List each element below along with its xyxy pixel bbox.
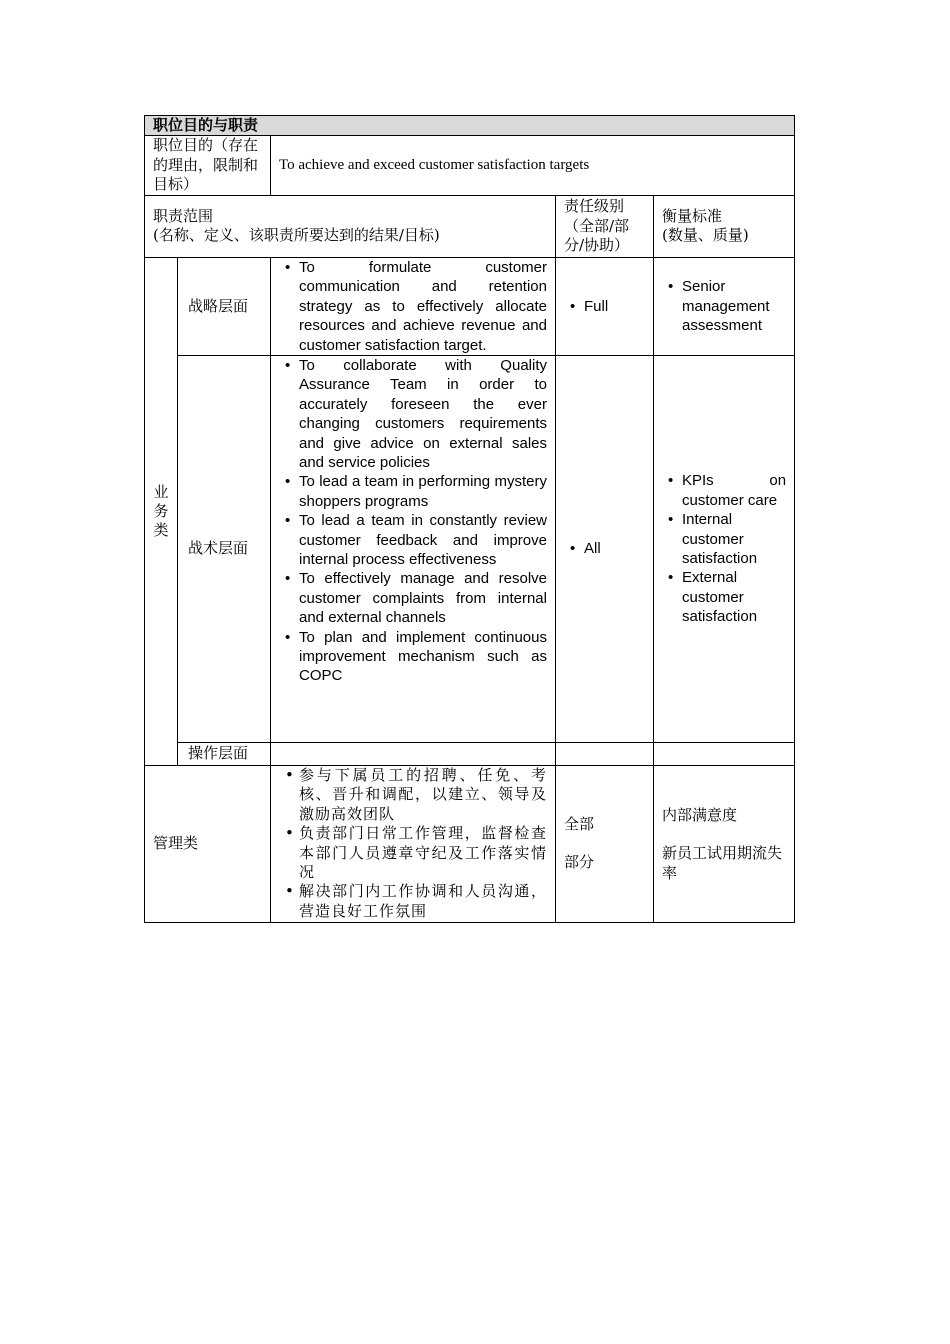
tactical-measures (654, 355, 795, 742)
level-item: • All (584, 539, 645, 558)
duty-item: • 解决部门内工作协调和人员沟通，营造良好工作氛围 (299, 882, 547, 921)
measure-subtitle: (数量、质量) (662, 226, 749, 245)
purpose-value: To achieve and exceed customer satisfaction targets (271, 136, 795, 196)
purpose-label: 职位目的（存在的理由，限制和目标） (145, 136, 271, 196)
measure-item: • Internal customer satisfaction (682, 510, 786, 568)
duty-item: • To formulate customer communication and retention strategy as to effectively allocate resources and achieve revenue and customer satisfaction target. (299, 258, 547, 355)
section-title: 职位目的与职责 (145, 116, 795, 136)
strategic-row (145, 257, 795, 355)
operational-measures (654, 742, 795, 765)
business-category: 业务类 (145, 257, 178, 765)
measure-item: • KPIs on customer care (682, 471, 786, 510)
job-duties-table (144, 115, 795, 923)
column-header-row (145, 195, 795, 257)
section-header-row (145, 116, 795, 136)
measure-item: 新员工试用期流失率 (662, 844, 783, 882)
duty-item: • To lead a team in performing mystery shoppers programs (299, 472, 547, 511)
duty-item: • To plan and implement continuous improvement mechanism such as COPC (299, 628, 547, 686)
strategic-duties (271, 257, 556, 355)
duty-item: • To effectively manage and resolve customer complaints from internal and external channels (299, 569, 547, 627)
tactical-duties (271, 355, 556, 742)
scope-subtitle: (名称、定义、该职责所要达到的结果/目标) (153, 226, 440, 245)
management-row (145, 765, 795, 922)
management-category: 管理类 (145, 765, 271, 922)
tactical-level (556, 355, 654, 742)
scope-title: 职责范围 (153, 207, 214, 225)
tactical-row (145, 355, 795, 742)
measure-item: • Senior management assessment (682, 277, 786, 335)
strategic-level (556, 257, 654, 355)
duty-item: • To collaborate with Quality Assurance Team in order to accurately foreseen the ever changing customers requirements and give advice on external sales and service policies (299, 356, 547, 472)
strategic-label: 战略层面 (178, 257, 271, 355)
measure-item: • External customer satisfaction (682, 568, 786, 626)
duty-item: • 负责部门日常工作管理，监督检查本部门人员遵章守纪及工作落实情况 (299, 824, 547, 882)
management-measures (654, 765, 795, 922)
duty-item: • 参与下属员工的招聘、任免、考核、晋升和调配，以建立、领导及激励高效团队 (299, 766, 547, 824)
operational-row (145, 742, 795, 765)
level-header: 责任级别（全部/部分/协助） (556, 195, 654, 257)
measure-item: 内部满意度 (662, 805, 738, 824)
management-levels (556, 765, 654, 922)
operational-duties (271, 742, 556, 765)
level-item: • Full (584, 297, 645, 316)
measure-header (654, 195, 795, 257)
level-item: 部分 (564, 853, 595, 872)
level-item: 全部 (564, 815, 595, 834)
duty-item: • To lead a team in constantly review customer feedback and improve internal process effectiveness (299, 511, 547, 569)
tactical-label: 战术层面 (178, 355, 271, 742)
scope-header (145, 195, 556, 257)
measure-title: 衡量标准 (662, 207, 723, 225)
purpose-row (145, 136, 795, 196)
strategic-measures (654, 257, 795, 355)
operational-level (556, 742, 654, 765)
operational-label: 操作层面 (178, 742, 271, 765)
management-duties (271, 765, 556, 922)
